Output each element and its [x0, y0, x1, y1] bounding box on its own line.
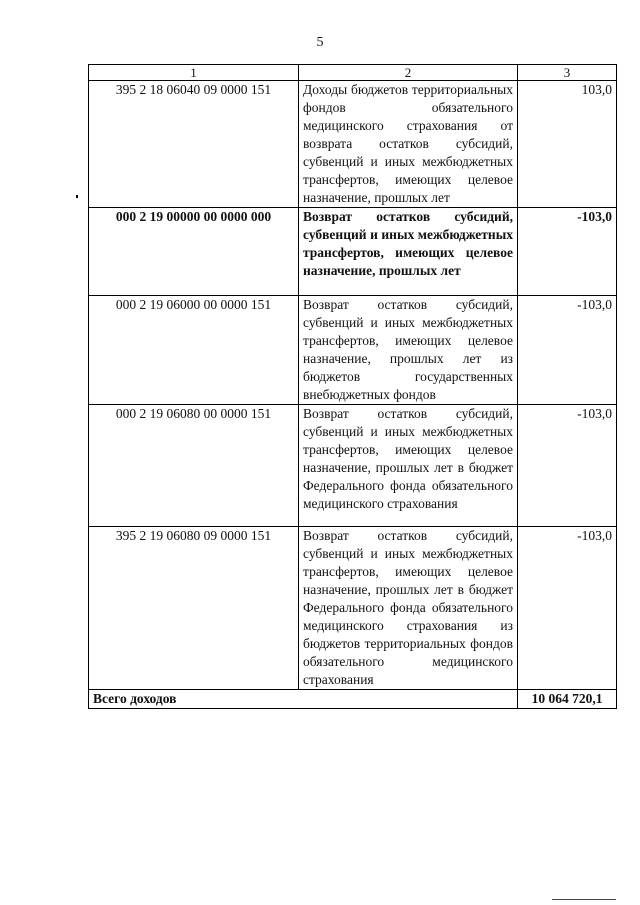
item-amount: -103,0: [518, 208, 617, 296]
budget-code: 395 2 18 06040 09 0000 151: [89, 81, 299, 208]
revenue-table: [88, 64, 617, 709]
header-cell-name: 2: [299, 65, 518, 81]
table-row: [89, 81, 617, 208]
item-name: Возврат остатков субсидий, субвенций и иных межбюджетных трансфертов, имеющих целевое назначение, прошлых лет в бюджет Федерального фонда обязательного медицинского страхования из бюджетов территориальных фондов обязательного медицинского страхования: [299, 527, 518, 690]
page-number: 5: [316, 35, 324, 50]
header-cell-code: 1: [89, 65, 299, 81]
item-name: Возврат остатков субсидий, субвенций и иных межбюджетных трансфертов, имеющих целевое назначение, прошлых лет в бюджет Федерального фонда обязательного медицинского страхования: [299, 405, 518, 527]
budget-code: 000 2 19 06000 00 0000 151: [89, 296, 299, 405]
item-name: Возврат остатков субсидий, субвенций и иных межбюджетных трансфертов, имеющих целевое назначение, прошлых лет из бюджетов государственных внебюджетных фондов: [299, 296, 518, 405]
item-amount: 103,0: [518, 81, 617, 208]
footer-mark: [552, 899, 616, 900]
item-name: Возврат остатков субсидий, субвенций и иных межбюджетных трансфертов, имеющих целевое назначение, прошлых лет: [299, 208, 518, 296]
margin-mark: [76, 195, 78, 198]
budget-code: 395 2 19 06080 09 0000 151: [89, 527, 299, 690]
table-header-row: [89, 65, 617, 81]
table-row: [89, 208, 617, 296]
item-name: Доходы бюджетов территориальных фондов обязательного медицинского страхования от возврата остатков субсидий, субвенций и иных межбюджетных трансфертов, имеющих целевое назначение, прошлых лет: [299, 81, 518, 208]
item-amount: -103,0: [518, 527, 617, 690]
total-amount: 10 064 720,1: [518, 690, 617, 709]
budget-code: 000 2 19 00000 00 0000 000: [89, 208, 299, 296]
table-row: [89, 405, 617, 527]
table-row: [89, 296, 617, 405]
table-row: [89, 527, 617, 690]
item-amount: -103,0: [518, 296, 617, 405]
header-cell-amount: 3: [518, 65, 617, 81]
budget-code: 000 2 19 06080 00 0000 151: [89, 405, 299, 527]
item-amount: -103,0: [518, 405, 617, 527]
total-label: Всего доходов: [89, 690, 518, 709]
total-row: [89, 690, 617, 709]
